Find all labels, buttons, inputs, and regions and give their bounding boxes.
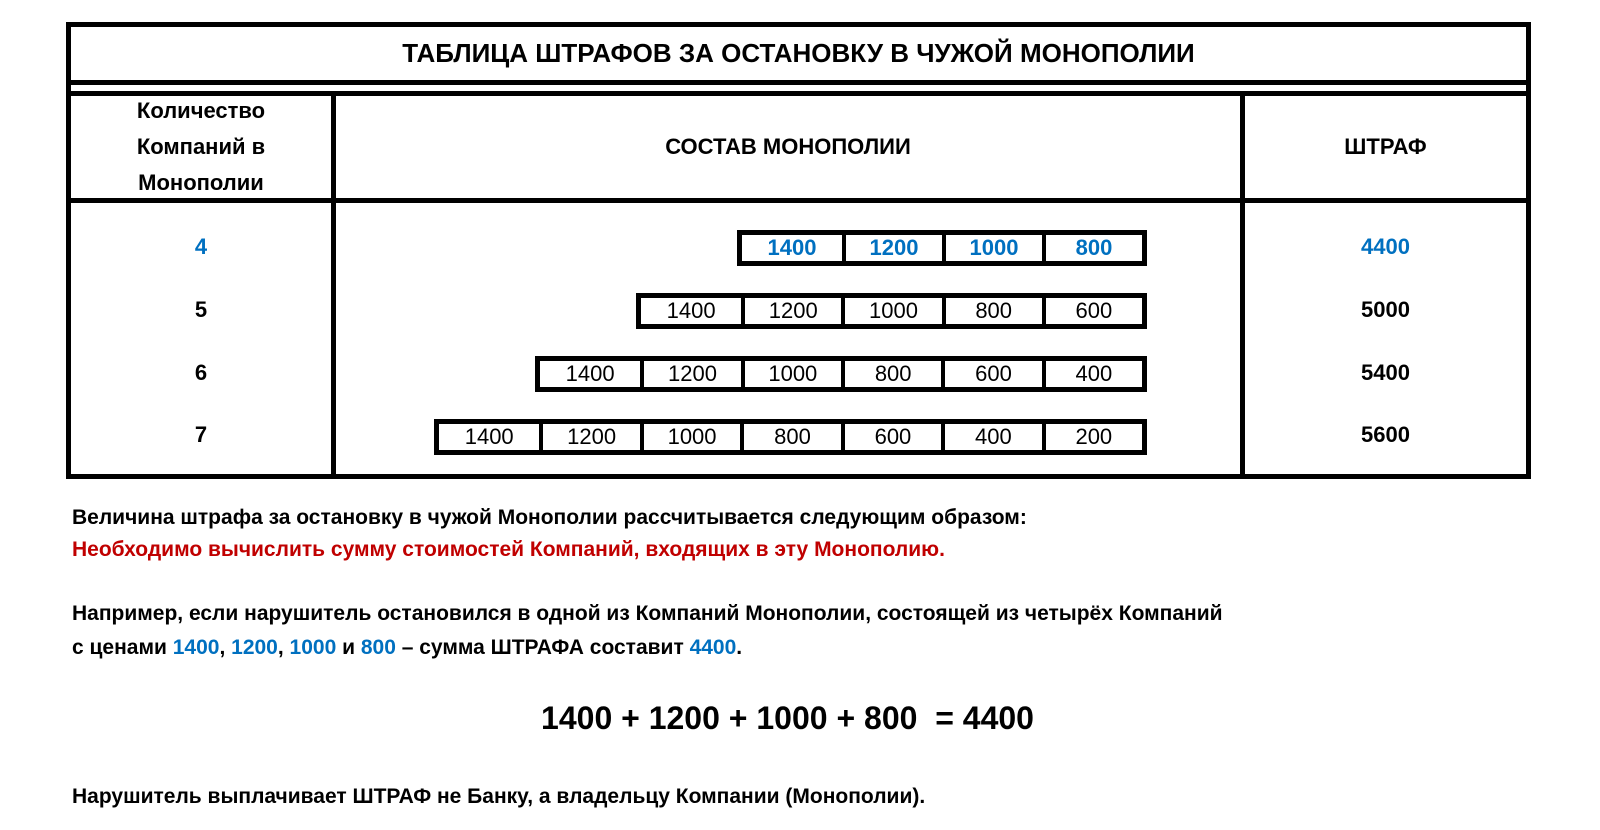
company-price: 200: [1042, 424, 1142, 450]
example-line-2: [72, 631, 742, 665]
column-divider: [331, 96, 336, 474]
company-price: 800: [942, 298, 1042, 324]
row-fine: 5400: [1361, 360, 1410, 385]
example-middle: – сумма ШТРАФА составит: [395, 636, 690, 659]
company-price: 1400: [767, 235, 817, 260]
header-row: [71, 96, 1526, 203]
company-price: 1200: [741, 298, 841, 324]
monopoly-composition: [434, 419, 1147, 455]
company-price: 1200: [539, 424, 639, 450]
company-price: 600: [841, 424, 941, 450]
table-title-text: ТАБЛИЦА ШТРАФОВ ЗА ОСТАНОВКУ В ЧУЖОЙ МОНОПОЛИИ: [402, 38, 1195, 68]
sum-formula: 1400 + 1200 + 1000 + 800 = 4400: [541, 700, 1034, 736]
row-fine: 4400: [1361, 234, 1410, 259]
header-fine: [1245, 96, 1526, 198]
row-count: 4: [194, 234, 208, 259]
monopoly-composition: [737, 230, 1147, 266]
payment-note: Нарушитель выплачивает ШТРАФ не Банку, а владельцу Компании (Монополии).: [72, 785, 926, 808]
company-price: 1000: [640, 424, 740, 450]
row-count: 7: [194, 422, 208, 447]
company-price: 800: [841, 361, 941, 387]
table-title: [71, 27, 1526, 85]
example-value: 1400: [172, 636, 220, 659]
row-fine: 5600: [1361, 422, 1410, 447]
company-price: 1000: [942, 235, 1042, 261]
example-value: 1000: [289, 636, 337, 659]
explanation-rule: Необходимо вычислить сумму стоимостей Компаний, входящих в эту Монополию.: [72, 538, 945, 561]
monopoly-composition: [636, 293, 1147, 329]
row-count: 6: [194, 360, 208, 385]
company-price: 1000: [741, 361, 841, 387]
header-fine-text: ШТРАФ: [1344, 134, 1427, 159]
explanation-intro: Величина штрафа за остановку в чужой Монополии рассчитывается следующим образом:: [72, 506, 1027, 529]
monopoly-composition: [535, 356, 1147, 392]
row-fine: 5000: [1361, 297, 1410, 322]
header-count-line2: Компаний в: [136, 134, 266, 159]
company-price: 600: [941, 361, 1041, 387]
example-separator: ,: [219, 636, 232, 659]
company-price: 1000: [841, 298, 941, 324]
example-value: 800: [360, 636, 396, 659]
company-price: 1200: [640, 361, 740, 387]
header-count-line3: Монополии: [138, 170, 264, 195]
company-price: 800: [1042, 235, 1142, 261]
company-price: 400: [941, 424, 1041, 450]
header-composition: [336, 96, 1240, 198]
column-divider: [1240, 96, 1245, 474]
company-price: 800: [740, 424, 840, 450]
header-count: [71, 96, 331, 198]
header-count-line1: Количество: [136, 98, 266, 123]
example-total: 4400: [689, 636, 737, 659]
example-separator: ,: [277, 636, 290, 659]
company-price: 1400: [666, 298, 716, 323]
example-line-1: Например, если нарушитель остановился в одной из Компаний Монополии, состоящей из четырёх Компаний: [72, 602, 1223, 625]
double-divider: [71, 85, 1526, 96]
company-price: 1400: [565, 361, 615, 386]
company-price: 1200: [842, 235, 942, 261]
example-value: 1200: [231, 636, 278, 659]
penalty-table: [66, 22, 1531, 479]
example-prefix: с ценами: [72, 636, 173, 659]
row-count: 5: [194, 297, 208, 322]
company-price: 400: [1042, 361, 1142, 387]
company-price: 1400: [464, 424, 514, 449]
header-composition-text: СОСТАВ МОНОПОЛИИ: [665, 134, 911, 159]
example-suffix: .: [736, 636, 743, 659]
company-price: 600: [1042, 298, 1142, 324]
example-separator: и: [336, 636, 361, 659]
